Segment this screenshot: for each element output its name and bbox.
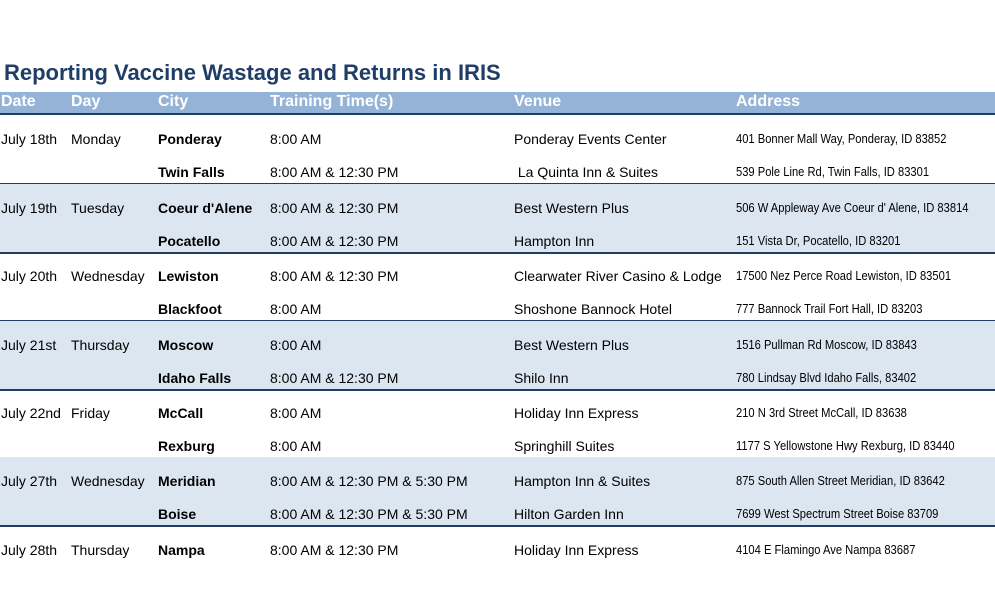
- time-cell: 8:00 AM & 12:30 PM: [270, 370, 399, 386]
- city-cell: Moscow: [158, 337, 214, 353]
- address-cell: 780 Lindsay Blvd Idaho Falls, 83402: [736, 370, 917, 385]
- table-header: [0, 92, 995, 115]
- time-cell: 8:00 AM & 12:30 PM: [270, 164, 399, 180]
- venue-cell: Shoshone Bannock Hotel: [514, 301, 672, 317]
- address-cell: 4104 E Flamingo Ave Nampa 83687: [736, 542, 916, 557]
- time-cell: 8:00 AM & 12:30 PM & 5:30 PM: [270, 506, 468, 522]
- address-cell: 401 Bonner Mall Way, Ponderay, ID 83852: [736, 131, 947, 146]
- venue-cell: La Quinta Inn & Suites: [514, 164, 658, 180]
- venue-cell: Hilton Garden Inn: [514, 506, 624, 522]
- venue-cell: Shilo Inn: [514, 370, 569, 386]
- table-row-group: [0, 252, 995, 322]
- venue-cell: Ponderay Events Center: [514, 131, 667, 147]
- header-date: Date: [1, 93, 36, 110]
- city-cell: Pocatello: [158, 233, 221, 249]
- day-cell: Thursday: [71, 337, 130, 353]
- table-row-group: [0, 115, 995, 185]
- day-cell: Monday: [71, 131, 121, 147]
- time-cell: 8:00 AM & 12:30 PM: [270, 542, 399, 558]
- city-cell: Blackfoot: [158, 301, 222, 317]
- date-cell: July 20th: [1, 268, 58, 284]
- table-row-group: [0, 526, 995, 594]
- time-cell: 8:00 AM & 12:30 PM: [270, 268, 399, 284]
- time-cell: 8:00 AM & 12:30 PM: [270, 200, 399, 216]
- city-cell: Rexburg: [158, 438, 215, 454]
- header-venue: Venue: [514, 93, 562, 110]
- day-cell: Friday: [71, 405, 110, 421]
- address-cell: 506 W Appleway Ave Coeur d' Alene, ID 83814: [736, 200, 969, 215]
- address-cell: 210 N 3rd Street McCall, ID 83638: [736, 405, 907, 420]
- city-cell: Nampa: [158, 542, 205, 558]
- table-row-group: [0, 457, 995, 527]
- venue-cell: Hampton Inn: [514, 233, 595, 249]
- day-cell: Wednesday: [71, 473, 145, 489]
- city-cell: Ponderay: [158, 131, 222, 147]
- date-cell: July 27th: [1, 473, 58, 489]
- table-row-group: [0, 321, 995, 391]
- table-row-group: [0, 184, 995, 254]
- header-training-time: Training Time(s): [270, 93, 394, 110]
- page-title: Reporting Vaccine Wastage and Returns in IRIS: [4, 60, 501, 85]
- header-address: Address: [736, 93, 801, 110]
- address-cell: 1516 Pullman Rd Moscow, ID 83843: [736, 337, 917, 352]
- address-cell: 875 South Allen Street Meridian, ID 83642: [736, 473, 945, 488]
- address-cell: 777 Bannock Trail Fort Hall, ID 83203: [736, 301, 923, 316]
- time-cell: 8:00 AM: [270, 131, 322, 147]
- date-cell: July 19th: [1, 200, 58, 216]
- venue-cell: Clearwater River Casino & Lodge: [514, 268, 722, 284]
- city-cell: Lewiston: [158, 268, 219, 284]
- day-cell: Tuesday: [71, 200, 125, 216]
- city-cell: Coeur d'Alene: [158, 200, 253, 216]
- day-cell: Thursday: [71, 542, 130, 558]
- address-cell: 7699 West Spectrum Street Boise 83709: [736, 506, 939, 521]
- time-cell: 8:00 AM & 12:30 PM: [270, 233, 399, 249]
- venue-cell: Best Western Plus: [514, 200, 629, 216]
- venue-cell: Springhill Suites: [514, 438, 615, 454]
- date-cell: July 28th: [1, 542, 58, 558]
- city-cell: Idaho Falls: [158, 370, 232, 386]
- time-cell: 8:00 AM: [270, 405, 322, 421]
- header-day: Day: [71, 93, 101, 110]
- city-cell: Twin Falls: [158, 164, 225, 180]
- date-cell: July 22nd: [1, 405, 61, 421]
- table-row-group: [0, 389, 995, 459]
- header-city: City: [158, 93, 189, 110]
- time-cell: 8:00 AM: [270, 301, 322, 317]
- time-cell: 8:00 AM: [270, 337, 322, 353]
- venue-cell: Holiday Inn Express: [514, 542, 639, 558]
- city-cell: Meridian: [158, 473, 216, 489]
- date-cell: July 18th: [1, 131, 58, 147]
- venue-cell: Holiday Inn Express: [514, 405, 639, 421]
- date-cell: July 21st: [1, 337, 57, 353]
- city-cell: McCall: [158, 405, 204, 421]
- venue-cell: Hampton Inn & Suites: [514, 473, 651, 489]
- time-cell: 8:00 AM & 12:30 PM & 5:30 PM: [270, 473, 468, 489]
- address-cell: 17500 Nez Perce Road Lewiston, ID 83501: [736, 268, 952, 283]
- address-cell: 1177 S Yellowstone Hwy Rexburg, ID 83440: [736, 438, 955, 453]
- time-cell: 8:00 AM: [270, 438, 322, 454]
- venue-cell: Best Western Plus: [514, 337, 629, 353]
- address-cell: 539 Pole Line Rd, Twin Falls, ID 83301: [736, 164, 930, 179]
- city-cell: Boise: [158, 506, 197, 522]
- day-cell: Wednesday: [71, 268, 145, 284]
- address-cell: 151 Vista Dr, Pocatello, ID 83201: [736, 233, 901, 248]
